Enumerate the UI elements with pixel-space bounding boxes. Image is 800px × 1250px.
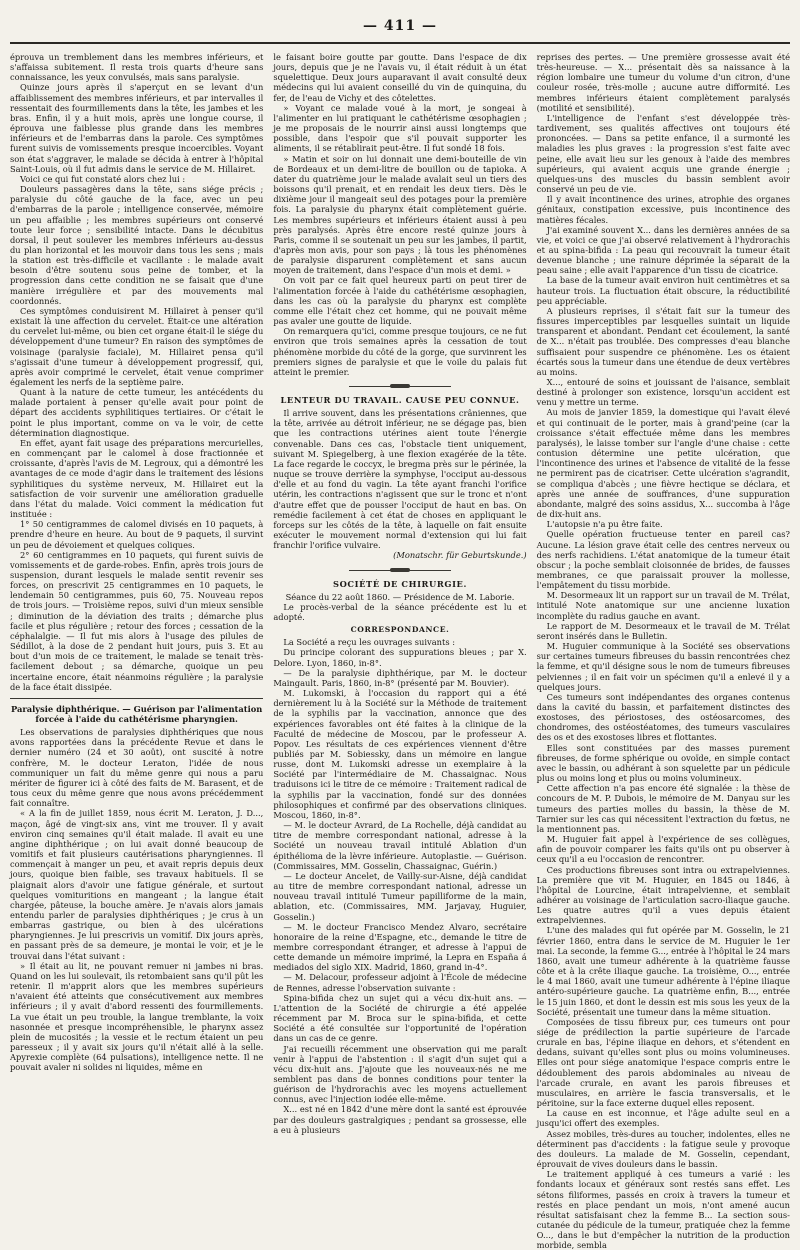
paragraph: le faisant boire goutte par goutte. Dans l'espace de dix jours, depuis que je ne l'avais vu, il était réduit à un état squelettique. Deux jours auparavant il avait consulté deux médecins qui lui avaient conseillé du vin de quinquina, du fer, de l'eau de Vichy et des côtelettes. <box>273 52 527 103</box>
paragraph: Le traitement appliqué à ces tumeurs a varié : les fondants locaux et généraux sont restés sans effet. Les sétons filiformes, passés en croix à travers la tumeur et restés en place pendant un mois, n'ont amené aucun résultat satisfaisant chez la femme B... La section sous-cutanée du pédicule de la tumeur, pratiquée chez la femme O..., dans le but d'empêcher la nutrition de la production morbide, sembla <box>536 1169 790 1250</box>
paragraph: Composées de tissu fibreux pur, ces tumeurs ont pour siége de prédilection la partie supérieure de l'arcade crurale en bas, l'épine iliaque en dehors, et s'étendent en dedans, suivant qu'elles sont plus ou moins volumineuses. Elles ont pour siége anatomique l'espace compris entre le dédoublement des parois abdominales au niveau de l'arcade crurale, en avant les parois fibreuses et musculaires, en arrière le fascia transversalis, et le péritoine, sur la face externe duquel elles reposent. <box>536 1016 790 1109</box>
section-title-paralysie: Paralysie diphthérique. — Guérison par l'alimentation forcée à l'aide du cathétérisme pharyngien. <box>10 703 263 724</box>
paragraph: — M. le docteur Avrard, de La Rochelle, déjà candidat au titre de membre correspondant national, adresse à la Société un nouveau travail intitulé Ablation d'un épithélioma de la lèvre inférieure. Autoplastie. — Guérison. (Commissaires, MM. Gosselin, Chassaignac, Guérin.) <box>273 820 527 871</box>
paragraph: M. Lukomski, à l'occasion du rapport qui a été dernièrement lu à la Société sur la Méthode de traitement de la syphilis par la vaccination, annonce que des expériences favorables ont été faites à la clinique de la Faculté de médecine de Moscou, par le professeur A. Popov. Les résultats de ces expériences viennent d'être publiés par M. Sobiessky, dans un mémoire en langue russe, dont M. Lukomski adresse un exemplaire à la Société par l'intermédiaire de M. Chassaignac. Nous traduisons ici le titre de ce mémoire : Traitement radical de la syphilis par la vaccination, fondé sur des données philosophiques et confirmé par des observations cliniques. Moscou, 1860, in-8°. <box>273 688 527 820</box>
paragraph: Il arrive souvent, dans les présentations crâniennes, que la tête, arrivée au détroit inférieur, ne se dégage pas, bien que les contractions utérines aient toute l'énergie convenable. Dans ces cas, l'obstacle tient uniquement, suivant M. Spiegelberg, à une flexion exagérée de la tête. La face regarde le coccyx, le bregma près sur le périnée, la nuque se trouve derrière la symphyse, l'occiput au-dessous d'elle et au fond du vagin. La tête ayant franchi l'orifice utérin, les contractions n'agissent que sur le tronc et n'ont d'autre effet que de pousser l'occiput de haut en bas. On remédie facilement à cet état de choses en appliquant le forceps sur les côtés de la tête, à laquelle on fait ensuite exécuter le mouvement normal d'extension qui lui fait franchir l'orifice vulvaire. <box>273 408 527 551</box>
paragraph: Ces productions fibreuses sont intra ou extrapelviennes. La première que vit M. Huguier, en 1845 ou 1846, à l'hôpital de Lourcine, était intrapelvienne, et semblait adhérer au voisinage de l'articulation sacro-iliaque gauche. Les quatre autres qu'il a vues depuis étaient extrapelviennes. <box>536 864 790 926</box>
paragraph: Le procès-verbal de la séance précédente est lu et adopté. <box>273 601 527 622</box>
paragraph: 2° 60 centigrammes en 10 paquets, qui furent suivis de vomissements et de garde-robes. Enfin, après trois jours de suspension, durant lesquels le malade sentit revenir ses forces, on prescrivit 25 centigrammes en 10 paquets, le lendemain 50 centigrammes, puis 60, 75. Nouveau repos de trois jours. — Troisième repos, suivi d'un mieux sensible ; diminution de la déviation des traits ; démarche plus facile et plus régulière ; retour des forces ; cessation de la céphalalgie. — Il fut mis alors à l'usage des pilules de Sédillot, à la dose de 2 pendant huit jours, puis 3. Et au bout d'un mois de ce traitement, le malade se tenait très-facilement debout ; sa démarche, quoique un peu incertaine encore, était néanmoins régulière ; la paralysie de la face était dissipée. <box>10 549 264 692</box>
paragraph: X..., entouré de soins et jouissant de l'aisance, semblait destiné à prolonger son existence, lorsqu'un accident est venu y mettre un terme. <box>536 377 790 408</box>
paragraph: Ces symptômes conduisirent M. Hillairet à penser qu'il existait là une affection du cervelet. Était-ce une altération du cervelet lui-même, ou bien cet organe était-il le siége du développement d'une tumeur? En raison des symptômes de voisinage (paralysie faciale), M. Hillairet pensa qu'il s'agissait d'une tumeur à développement progressif, qui, après avoir comprimé le cervelet, était venue comprimer également les nerfs de la septième paire. <box>10 305 264 387</box>
paragraph: Douleurs passagères dans la tête, sans siége précis ; paralysie du côté gauche de la face, avec un peu d'embarras de la parole ; intelligence conservée, mémoire un peu affaiblie ; les membres supérieurs ont conservé toute leur force ; sensibilité intacte. Dans le décubitus dorsal, il peut soulever les membres inférieurs au-dessus du plan horizontal et les mouvoir dans tous les sens ; mais la station est très-difficile et vacillante : le malade avait besoin d'être soutenu sous peine de tomber, et la progression dans cette condition ne se faisait que d'une manière irrégulière et par des mouvements mal coordonnés. <box>10 184 264 306</box>
paragraph: » Matin et soir on lui donnait une demi-bouteille de vin de Bordeaux et un demi-litre de bouillon ou de tapioka. A dater du quatrième jour le malade avalait seul un tiers des boissons qu'il prenait, et en rendait les deux tiers. Dès le dixième jour il mangeait seul des potages pour la première fois. La paralysie du pharynx était complètement guérie. Les membres supérieurs et inférieurs étaient aussi à peu près paralysés. Après être encore resté quinze jours à Paris, comme il se soutenait un peu sur les jambes, il partit, d'après mon avis, pour son pays ; là tous les phénomènes de paralysie disparurent complètement et sans aucun moyen de traitement, dans l'espace d'un mois et demi. » <box>273 153 527 276</box>
paragraph: — M. Delacour, professeur adjoint à l'École de médecine de Rennes, adresse l'observation suivante : <box>273 972 527 993</box>
paragraph: Cette affection n'a pas encore été signalée : la thèse de concours de M. P. Dubois, le mémoire de M. Danyau sur les tumeurs des parties molles du bassin, la thèse de M. Tarnier sur les cas qui nécessitent l'extraction du fœtus, ne la mentionnent pas. <box>536 783 790 834</box>
paragraph: Quant à la nature de cette tumeur, les antécédents du malade portaient à penser qu'elle avait pour point de départ des accidents syphilitiques tertiaires. Or c'était le point le plus important, comme on va le voir, de cette détermination diagnostique. <box>10 387 264 438</box>
paragraph: Les observations de paralysies diphthériques que nous avons rapportées dans la précédente Revue et dans le dernier numéro (24 et 30 août), ont suscité à notre confrère, M. le docteur Leraton, l'idée de nous communiquer un fait du même genre qui nous a paru mériter de figurer ici à côté des faits de M. Barasent, et de tous ceux du même genre que nous avons précédemment fait connaître. <box>10 727 264 809</box>
paragraph: M. Desormeaux lit un rapport sur un travail de M. Trélat, intitulé Note anatomique sur une ancienne luxation incomplète du radius gauche en avant. <box>536 590 790 621</box>
correspondance-heading: CORRESPONDANCE. <box>350 625 450 635</box>
source-credit: (Monatschr. für Geburtskunde.) <box>393 550 527 561</box>
paragraph: Quinze jours après il s'aperçut en se levant d'un affaiblissement des membres inférieurs, et par intervalles il ressentait des fourmillements dans la tête, les jambes et les bras. Enfin, il y a huit mois, après une longue course, il éprouva une faiblesse plus grande dans les membres inférieurs et de l'embarras dans la parole. Ces symptômes furent suivis de vomissements presque incoercibles. Voyant son état s'aggraver, le malade se décida à entrer à l'hôpital Saint-Louis, où il fut admis dans le service de M. Hillairet. <box>10 82 264 174</box>
column-1 <box>10 52 263 1159</box>
paragraph: X... est né en 1842 d'une mère dont la santé est éprouvée par des douleurs gastralgiques ; pendant sa grossesse, elle a eu à plusieurs <box>273 1104 527 1135</box>
session-line: Séance du 22 août 1860. — Présidence de M. Laborie. <box>285 591 515 602</box>
paragraph: Le rapport de M. Desormeaux et le travail de M. Trélat seront insérés dans le Bulletin. <box>536 620 790 641</box>
paragraph: — Le docteur Ancelet, de Vailly-sur-Aisne, déjà candidat au titre de membre correspondant national, adresse un nouveau travail intitulé Tumeur papilliforme de la main, ablation, etc. (Commissaires, MM. Jarjavay, Huguier, Gosselin.) <box>273 870 527 922</box>
paragraph: A plusieurs reprises, il s'était fait sur la tumeur des fissures imperceptibles par lesquelles suintait un liquide transparent et abondant. Pendant cet écoulement, la santé de X... n'était pas troublée. Des compresses d'eau blanche suffisaient pour suspendre ce phénomène. Les os étaient écartés sous la tumeur dans une étendue de deux vertèbres au moins. <box>536 305 790 377</box>
paragraph: Au mois de janvier 1859, la domestique qui l'avait élevé et qui continuait de le porter, mais à grand'peine (car la croissance s'était effectuée même dans les membres paralysés), le laisse tomber sur l'angle d'une chaise : cette contusion détermine une petite ulcération, que l'incontinence des urines et l'absence de vitalité de la fesse ne permirent pas de cicatriser. Cette ulcération s'agrandit, se compliqua d'abcès ; une fièvre hectique se déclara, et après une année de souffrances, d'une suppuration abondante, malgré des soins assidus, X... succomba à l'âge de dix-huit ans. <box>536 407 790 520</box>
paragraph: La Société a reçu les ouvrages suivants : <box>283 637 456 648</box>
paragraph: » Il était au lit, ne pouvant remuer ni jambes ni bras. Quand on les lui soulevait, ils retombaient sans qu'il pût les retenir. Il m'apprit alors que les membres supérieurs n'avaient été atteints que consécutivement aux membres inférieurs ; il y avait d'abord ressenti des fourmillements. La vue était un peu trouble, la langue tremblante, la voix nasonnée et presque incompréhensible, le pharynx assez plein de mucosités ; la vessie et le rectum étaient un peu paresseux ; il y avait six jours qu'il n'était allé à la selle. Apyrexie complète (64 pulsations), intelligence nette. Il ne pouvait avaler ni solides ni liquides, même en <box>10 960 264 1073</box>
paragraph: L'autopsie n'a pu être faite. <box>546 519 663 530</box>
ornament-divider <box>273 382 526 390</box>
paragraph: » Voyant ce malade voué à la mort, je songeai à l'alimenter en lui pratiquant le cathétérisme œsophagien ; je me proposais de le nourrir ainsi aussi longtemps que possible, dans l'espoir que s'il pouvait supporter les aliments, il se rétablirait peut-être. Il fut sondé 18 fois. <box>273 102 527 154</box>
paragraph: 1° 50 centigrammes de calomel divisés en 10 paquets, à prendre d'heure en heure. Au bout de 9 paquets, il survint un peu de dévoiement et quelques coliques. <box>10 519 264 550</box>
paragraph: Assez mobiles, très-dures au toucher, indolentes, elles ne déterminent pas d'accidents : la fatigue seule y provoque des douleurs. La malade de M. Gosselin, cependant, éprouvait de vives douleurs dans le bassin. <box>536 1128 790 1170</box>
paragraph: Quelle opération fructueuse tenter en pareil cas? Aucune. La lésion grave était celle des centres nerveux ou des nerfs rachidiens. L'état anatomique de la tumeur était obscur ; la poche semblait cloisonnée de brides, de fausses membranes, ce que paraissait prouver la mollesse, l'empâtement du tissu morbide. <box>536 529 790 591</box>
paragraph: Elles sont constituées par des masses purement fibreuses, de forme sphérique ou ovoïde, en simple contact avec le bassin, ou adhérant à son squelette par un pédicule plus ou moins long et plus ou moins volumineux. <box>536 742 790 784</box>
paragraph: Voici ce qui fut constaté alors chez lui : <box>20 173 186 184</box>
section-title-societe: SOCIÉTÉ DE CHIRURGIE. <box>333 578 467 589</box>
section-title-lenteur: LENTEUR DU TRAVAIL. CAUSE PEU CONNUE. <box>280 395 520 405</box>
ornament-divider <box>273 566 526 574</box>
paragraph: La base de la tumeur avait environ huit centimètres et sa hauteur trois. La fluctuation était obscure, la réductibilité peu appréciable. <box>536 275 790 306</box>
paragraph: reprises des pertes. — Une première grossesse avait été très-heureuse. — X... présentait dès sa naissance à la région lombaire une tumeur du volume d'un citron, d'une couleur rosée, très-molle ; aucune autre difformité. Les membres inférieurs étaient complètement paralysés (motilité et sensibilité). <box>536 52 790 113</box>
paragraph: J'ai examiné souvent X... dans les dernières années de sa vie, et voici ce que j'ai observé relativement à l'hydrorachis et au spina-bifida : La peau qui recouvrait la tumeur était devenue blanche ; une rainure déprimée la séparait de la peau saine ; elle avait l'apparence d'un tissu de cicatrice. <box>536 224 790 276</box>
paragraph: — De la paralysie diphthérique, par M. le docteur Maingault. Paris, 1860, in-8° (présenté par M. Bouvier). <box>273 667 527 688</box>
page-number: — 411 — <box>363 18 437 34</box>
paragraph: L'une des malades qui fut opérée par M. Gosselin, le 21 février 1860, entra dans le service de M. Huguier le 1er mai. La seconde, la femme G..., entrée à l'hôpital le 24 mars 1860, avait une tumeur adhérente à la quatrième fausse côte et à la crête iliaque gauche. La troisième, O..., entrée le 4 mai 1860, avait une tumeur adhérente à l'épine iliaque antéro-supérieure gauche. La quatrième enfin, B..., entrée le 15 juin 1860, et dont le dessin est mis sous les yeux de la Société, présentait une tumeur dans la même situation. <box>536 925 790 1017</box>
paragraph: L'intelligence de l'enfant s'est développée très-tardivement, ses qualités affectives ont toujours été prononcées. — Dans sa petite enfance, il a surmonté les maladies les plus graves : la progression s'est faite avec peine, elle avait lieu sur les genoux à l'aide des membres supérieurs, qui avaient acquis une grande énergie ; quelques-uns des muscles du bassin semblent avoir conservé un peu de vie. <box>536 112 790 195</box>
paragraph: J'ai recueilli récemment une observation qui me paraît venir à l'appui de l'abstention : il s'agit d'un sujet qui a vécu dix-huit ans. J'ajoute que les nouveaux-nés ne me semblent pas dans de bonnes conditions pour tenter la guérison de l'hydrorachis avec les moyens actuellement connus, avec l'injection iodée elle-même. <box>273 1043 527 1105</box>
paragraph: On voit par ce fait quel heureux parti on peut tirer de l'alimentation forcée à l'aide du cathétérisme œsophagien, dans les cas où la paralysie du pharynx est complète comme elle l'était chez cet homme, qui ne pouvait même pas avaler une goutte de liquide. <box>273 275 527 327</box>
paragraph: La cause en est inconnue, et l'âge adulte seul en a jusqu'ici offert des exemples. <box>536 1108 790 1129</box>
column-2 <box>273 52 526 1159</box>
paragraph: « A la fin de juillet 1859, nous écrit M. Leraton, J. D..., maçon, âgé de vingt-six ans, vint me trouver. Il y avait environ cinq semaines qu'il était malade. Il avait eu une angine diphthérique ; on lui avait donné beaucoup de vomitifs et fait plusieurs cautérisations pharyngiennes. Il commençait à manger un peu, et avait repris depuis deux jours, quoique bien faible, ses travaux habituels. Il se plaignait alors d'avoir une fatigue générale, et surtout quelques vomituritions en mangeant ; la langue était chargée, pâteuse, la bouche amère. Je n'avais alors jamais entendu parler de paralysies diphthériques ; je crus à un embarras gastrique, ou bien à des ulcérations pharyngiennes. Je lui prescrivis un vomitif. Dix jours après, en passant près de sa demeure, je montai le voir, et je le trouvai dans l'état suivant : <box>10 808 264 961</box>
paragraph: Du principe colorant des suppurations bleues ; par X. Delore. Lyon, 1860, in-8°. <box>273 647 527 668</box>
paragraph: Spina-bifida chez un sujet qui a vécu dix-huit ans. — L'attention de la Société de chirurgie a été appelée récemment par M. Broca sur le spina-bifida, et cette Société a été consultée sur l'opportunité de l'opération dans un cas de ce genre. <box>273 992 527 1044</box>
paragraph: éprouva un tremblement dans les membres inférieurs, et s'affaissa subitement. Il resta trois quarts d'heure sans connaissance, les yeux convulsés, mais sans paralysie. <box>10 52 264 83</box>
paragraph: Il y avait incontinence des urines, atrophie des organes génitaux, constipation excessive, puis incontinence des matières fécales. <box>536 194 790 225</box>
section-divider <box>10 698 263 699</box>
paragraph: Ces tumeurs sont indépendantes des organes contenus dans la cavité du bassin, et parfaitement distinctes des exostoses, des périostoses, des ostéosarcomes, des chondromes, des ostéostéatomes, des tumeurs vasculaires des os et des exostoses libres et flottantes. <box>536 691 790 743</box>
header-rule <box>10 42 790 44</box>
paragraph: En effet, ayant fait usage des préparations mercurielles, en commençant par le calomel à dose fractionnée et croissante, d'après l'avis de M. Legroux, qui a démontré les avantages de ce mode d'agir dans le traitement des lésions syphilitiques du système nerveux, M. Hillairet eut la satisfaction de voir survenir une amélioration graduelle dans l'état du malade. Voici comment la médication fut instituée : <box>10 437 264 520</box>
column-3 <box>536 52 790 1250</box>
paragraph: M. Huguier fait appel à l'expérience de ses collègues, afin de pouvoir comparer les faits qu'ils ont pu observer à ceux qu'il a eu l'occasion de rencontrer. <box>536 834 790 865</box>
paragraph: — M. le docteur Francisco Mendez Alvaro, secrétaire honoraire de la reine d'Espagne, etc., demande le titre de membre correspondant étranger, et adresse à l'appui de cette demande un mémoire imprimé, la Lepra en España á mediados del siglo XIX. Madrid, 1860, grand in-4°. <box>273 921 527 973</box>
page-header <box>10 18 790 46</box>
article-columns <box>10 52 790 1250</box>
paragraph: M. Huguier communique à la Société ses observations sur certaines tumeurs fibreuses du bassin rencontrées chez la femme, et qu'il désigne sous le nom de tumeurs fibreuses pelviennes ; il en fait voir un spécimen qu'il a enlevé il y a quelques jours. <box>536 641 790 692</box>
paragraph: On remarquera qu'ici, comme presque toujours, ce ne fut environ que trois semaines après la cessation de tout phénomène morbide du côté de la gorge, que survinrent les premiers signes de paralysie et que le voile du palais fut atteint le premier. <box>273 326 527 377</box>
